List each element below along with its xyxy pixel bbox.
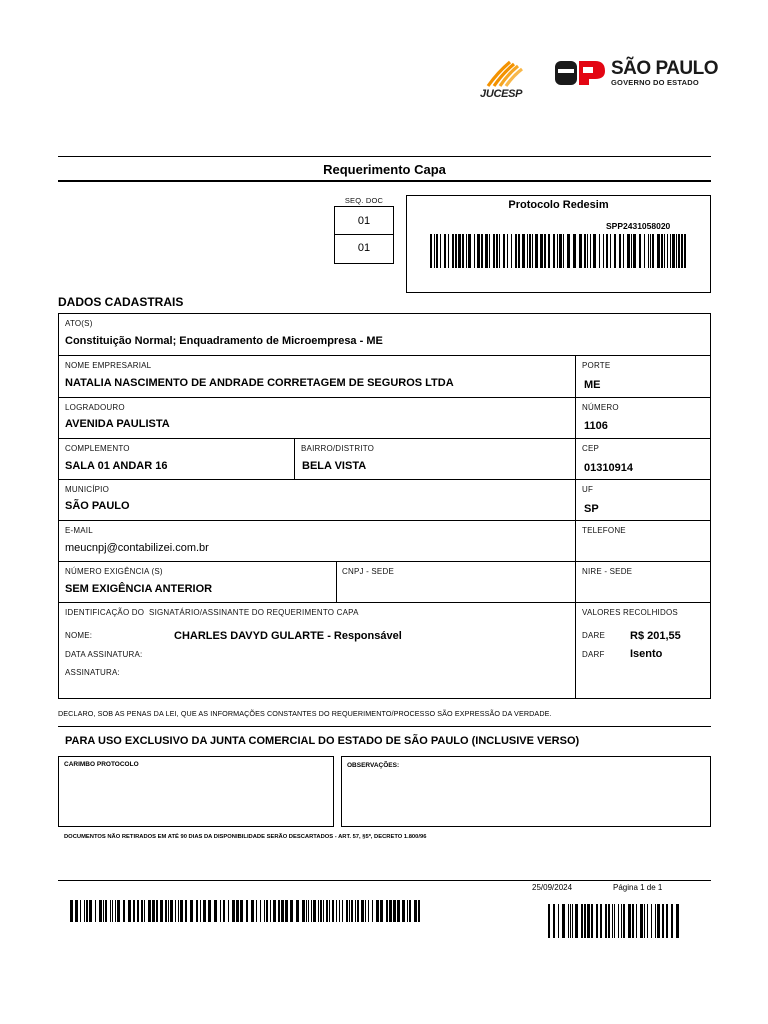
barcode-bar xyxy=(336,900,337,922)
barcode-bar xyxy=(608,904,610,938)
municipio-value: SÃO PAULO xyxy=(65,500,130,512)
barcode-bar xyxy=(386,900,388,922)
signatario-nome-label: NOME: xyxy=(65,631,93,640)
row-divider xyxy=(58,479,711,480)
cep-value: 01310914 xyxy=(584,462,633,474)
barcode-bar xyxy=(596,904,598,938)
barcode-bar xyxy=(278,900,280,922)
barcode-bar xyxy=(313,900,316,922)
dare-label: DARE xyxy=(582,631,606,640)
logradouro-value: AVENIDA PAULISTA xyxy=(65,418,170,430)
numero-value: 1106 xyxy=(584,420,608,432)
barcode-bar xyxy=(260,900,261,922)
barcode-bar xyxy=(507,234,508,268)
barcode-bar xyxy=(165,900,167,922)
barcode-bar xyxy=(455,234,457,268)
barcode-bar xyxy=(256,900,257,922)
sp-logo-title: SÃO PAULO xyxy=(611,58,719,79)
uf-label: UF xyxy=(582,485,594,494)
barcode-bar xyxy=(152,900,155,922)
barcode-bar xyxy=(666,904,668,938)
barcode-bar xyxy=(170,900,173,922)
barcode-bar xyxy=(563,234,564,268)
barcode-bar xyxy=(190,900,193,922)
section-title: DADOS CADASTRAIS xyxy=(58,295,184,309)
barcode-bar xyxy=(168,900,169,922)
municipio-label: MUNICÍPIO xyxy=(65,485,110,494)
barcode-bar xyxy=(628,904,631,938)
barcode-bar xyxy=(662,904,664,938)
barcode-bar xyxy=(593,234,596,268)
jucesp-logo-icon xyxy=(478,60,528,88)
barcode-bar xyxy=(648,234,649,268)
protocol-code: SPP2431058020 xyxy=(606,221,671,231)
barcode-bar xyxy=(562,904,565,938)
barcode-bar xyxy=(180,900,183,922)
atos-label: ATO(S) xyxy=(65,319,93,328)
barcode-bar xyxy=(430,234,432,268)
barcode-bar xyxy=(647,904,648,938)
barcode-bar xyxy=(95,900,96,922)
barcode-bar xyxy=(584,904,586,938)
barcode-bar xyxy=(148,900,151,922)
row-divider xyxy=(58,397,711,398)
barcode-bar xyxy=(393,900,396,922)
telefone-label: TELEFONE xyxy=(582,526,626,535)
barcode-bar xyxy=(99,900,102,922)
barcode-bar xyxy=(681,234,683,268)
protocol-title: Protocolo Redesim xyxy=(508,199,609,211)
barcode-bar xyxy=(196,900,198,922)
title-top-rule xyxy=(58,156,711,157)
barcode-bar xyxy=(240,900,243,922)
barcode-bar xyxy=(489,234,490,268)
jucesp-logo-text: JUCESP xyxy=(480,88,523,100)
barcode-bar xyxy=(346,900,348,922)
barcode-bar xyxy=(185,900,187,922)
signatario-label: IDENTIFICAÇÃO DO SIGNATÁRIO/ASSINANTE DO REQUERIMENTO CAPA xyxy=(65,608,359,617)
sp-logo-icon xyxy=(555,60,607,86)
barcode-bar xyxy=(548,904,550,938)
barcode-bar xyxy=(361,900,364,922)
cep-label: CEP xyxy=(582,444,600,453)
barcode-bar xyxy=(621,904,622,938)
barcode-bar xyxy=(133,900,135,922)
barcode-bar xyxy=(105,900,107,922)
row-divider xyxy=(58,561,711,562)
barcode-bar xyxy=(409,900,411,922)
barcode-bar xyxy=(440,234,441,268)
assinatura-label: ASSINATURA: xyxy=(65,668,120,677)
barcode-bar xyxy=(584,234,586,268)
barcode-bar xyxy=(567,234,570,268)
document-title: Requerimento Capa xyxy=(323,162,446,177)
barcode-bar xyxy=(368,900,369,922)
seq-doc-label: SEQ. DOC xyxy=(344,196,384,205)
barcode-bar xyxy=(670,234,671,268)
footer-page: Página 1 de 1 xyxy=(613,883,663,892)
row-divider xyxy=(58,355,711,356)
barcode-bar xyxy=(632,904,634,938)
barcode-bar xyxy=(587,234,588,268)
barcode-bar xyxy=(326,900,328,922)
barcode-bar xyxy=(223,900,225,922)
seq-doc-value-2: 01 xyxy=(357,242,371,254)
barcode-bar xyxy=(329,900,330,922)
barcode-bar xyxy=(452,234,454,268)
darf-label: DARF xyxy=(582,650,605,659)
barcode-bar xyxy=(572,904,573,938)
barcode-bar xyxy=(380,900,383,922)
barcode-bar xyxy=(178,900,179,922)
footer-date: 25/09/2024 xyxy=(532,883,573,892)
barcode-bar xyxy=(281,900,284,922)
footer-barcode-right-icon xyxy=(548,904,679,938)
barcode-bar xyxy=(678,234,680,268)
nire-sede-label: NIRE - SEDE xyxy=(582,567,633,576)
barcode-bar xyxy=(652,234,654,268)
uf-value: SP xyxy=(584,503,599,515)
email-label: E-MAIL xyxy=(65,526,93,535)
barcode-bar xyxy=(610,234,611,268)
barcode-bar xyxy=(623,904,625,938)
barcode-bar xyxy=(351,900,353,922)
barcode-bar xyxy=(232,900,235,922)
barcode-bar xyxy=(587,904,590,938)
barcode-bar xyxy=(103,900,104,922)
barcode-bar xyxy=(448,234,449,268)
barcode-bar xyxy=(137,900,139,922)
barcode-bar xyxy=(468,234,471,268)
barcode-bar xyxy=(558,904,559,938)
barcode-bar xyxy=(285,900,288,922)
barcode-bar xyxy=(618,904,619,938)
porte-label: PORTE xyxy=(582,361,611,370)
bairro-value: BELA VISTA xyxy=(302,460,367,472)
barcode-bar xyxy=(603,234,604,268)
protocol-barcode-icon xyxy=(430,234,688,268)
atos-value: Constituição Normal; Enquadramento de Microempresa - ME xyxy=(65,335,383,347)
numero-exigencia-value: SEM EXIGÊNCIA ANTERIOR xyxy=(65,583,213,595)
barcode-bar xyxy=(477,234,480,268)
declaracao-text: DECLARO, SOB AS PENAS DA LEI, QUE AS INFORMAÇÕES CONSTANTES DO REQUERIMENTO/PROCESSO SÃO EXPRESSÃO DA VERDADE. xyxy=(58,709,552,718)
barcode-bar xyxy=(633,234,636,268)
barcode-bar xyxy=(644,904,645,938)
barcode-bar xyxy=(75,900,78,922)
carimbo-protocolo-label: CARIMBO PROTOCOLO xyxy=(64,761,139,768)
barcode-bar xyxy=(436,234,438,268)
barcode-bar xyxy=(203,900,206,922)
barcode-bar xyxy=(320,900,322,922)
barcode-bar xyxy=(311,900,312,922)
barcode-bar xyxy=(264,900,265,922)
darf-value: Isento xyxy=(630,648,663,660)
barcode-bar xyxy=(591,904,593,938)
barcode-bar xyxy=(458,234,461,268)
barcode-bar xyxy=(568,904,569,938)
valores-label: VALORES RECOLHIDOS xyxy=(582,608,678,617)
barcode-bar xyxy=(251,900,254,922)
email-value: meucnpj@contabilizei.com.br xyxy=(65,542,209,554)
barcode-bar xyxy=(619,234,621,268)
barcode-bar xyxy=(308,900,309,922)
row-divider xyxy=(58,438,711,439)
barcode-bar xyxy=(270,900,271,922)
barcode-bar xyxy=(657,234,660,268)
barcode-bar xyxy=(599,234,600,268)
barcode-bar xyxy=(434,234,435,268)
barcode-bar xyxy=(605,904,607,938)
numero-exigencia-label: NÚMERO EXIGÊNCIA (S) xyxy=(65,567,163,576)
barcode-bar xyxy=(318,900,319,922)
uso-exclusivo-heading: PARA USO EXCLUSIVO DA JUNTA COMERCIAL DO ESTADO DE SÃO PAULO (INCLUSIVE VERSO) xyxy=(65,735,580,747)
barcode-bar xyxy=(553,904,555,938)
sp-government-logo xyxy=(555,58,719,90)
barcode-bar xyxy=(128,900,131,922)
barcode-bar xyxy=(208,900,211,922)
barcode-bar xyxy=(532,234,533,268)
complemento-value: SALA 01 ANDAR 16 xyxy=(65,460,168,472)
observacoes-label: OBSERVAÇÕES: xyxy=(347,762,400,769)
barcode-bar xyxy=(236,900,239,922)
data-assinatura-label: DATA ASSINATURA: xyxy=(65,650,143,659)
barcode-bar xyxy=(540,234,543,268)
barcode-bar xyxy=(273,900,276,922)
barcode-bar xyxy=(349,900,350,922)
barcode-bar xyxy=(672,234,675,268)
row-divider xyxy=(58,602,711,603)
barcode-bar xyxy=(418,900,420,922)
nome-empresarial-value: NATALIA NASCIMENTO DE ANDRADE CORRETAGEM DE SEGUROS LTDA xyxy=(65,377,454,389)
barcode-bar xyxy=(527,234,528,268)
barcode-bar xyxy=(636,904,637,938)
barcode-bar xyxy=(89,900,92,922)
declaracao-rule xyxy=(58,726,711,727)
barcode-bar xyxy=(112,900,113,922)
barcode-bar xyxy=(553,234,555,268)
barcode-bar xyxy=(70,900,73,922)
barcode-bar xyxy=(548,234,550,268)
barcode-bar xyxy=(522,234,525,268)
barcode-bar xyxy=(156,900,158,922)
barcode-bar xyxy=(80,900,81,922)
barcode-bar xyxy=(339,900,340,922)
barcode-bar xyxy=(493,234,495,268)
barcode-bar xyxy=(557,234,558,268)
barcode-bar xyxy=(355,900,356,922)
barcode-bar xyxy=(559,234,562,268)
barcode-bar xyxy=(544,234,546,268)
barcode-bar xyxy=(623,234,624,268)
barcode-bar xyxy=(365,900,366,922)
barcode-bar xyxy=(655,904,656,938)
barcode-bar xyxy=(200,900,201,922)
barcode-bar xyxy=(614,904,615,938)
barcode-bar xyxy=(485,234,488,268)
barcode-bar xyxy=(664,234,665,268)
barcode-bar xyxy=(290,900,293,922)
barcode-bar xyxy=(575,904,578,938)
barcode-bar xyxy=(323,900,324,922)
bairro-label: BAIRRO/DISTRITO xyxy=(301,444,375,453)
barcode-bar xyxy=(115,900,116,922)
barcode-bar xyxy=(640,904,643,938)
barcode-bar xyxy=(342,900,343,922)
barcode-bar xyxy=(481,234,483,268)
barcode-bar xyxy=(141,900,143,922)
barcode-bar xyxy=(496,234,498,268)
barcode-bar xyxy=(246,900,248,922)
row-divider xyxy=(58,520,711,521)
barcode-bar xyxy=(644,234,645,268)
barcode-bar xyxy=(266,900,268,922)
sp-logo-subtitle: GOVERNO DO ESTADO xyxy=(611,78,699,87)
barcode-bar xyxy=(414,900,417,922)
signatario-nome-value: CHARLES DAVYD GULARTE - Responsável xyxy=(174,630,402,642)
nome-empresarial-label: NOME EMPRESARIAL xyxy=(65,361,152,370)
barcode-bar xyxy=(220,900,221,922)
seq-doc-value-1: 01 xyxy=(357,215,371,227)
barcode-bar xyxy=(667,234,668,268)
barcode-bar xyxy=(676,234,677,268)
barcode-bar xyxy=(474,234,475,268)
column-divider xyxy=(336,561,337,602)
documentos-nota: DOCUMENTOS NÃO RETIRADOS EM ATÉ 90 DIAS DA DISPONIBILIDADE SERÃO DESCARTADOS - ART. 57, §5º, DECRETO 1.800/96 xyxy=(64,834,427,840)
barcode-bar xyxy=(612,904,613,938)
barcode-bar xyxy=(117,900,120,922)
barcode-bar xyxy=(397,900,400,922)
barcode-bar xyxy=(600,904,602,938)
barcode-bar xyxy=(529,234,531,268)
barcode-bar xyxy=(650,234,651,268)
jucesp-logo xyxy=(478,60,528,102)
barcode-bar xyxy=(84,900,85,922)
footer-rule xyxy=(58,880,711,881)
porte-value: ME xyxy=(584,379,601,391)
barcode-bar xyxy=(407,900,408,922)
complemento-label: COMPLEMENTO xyxy=(65,444,130,453)
barcode-bar xyxy=(627,234,630,268)
barcode-bar xyxy=(302,900,305,922)
barcode-bar xyxy=(661,234,663,268)
barcode-bar xyxy=(376,900,379,922)
numero-label: NÚMERO xyxy=(582,403,619,412)
column-divider xyxy=(575,355,576,699)
seq-doc-divider xyxy=(334,234,394,235)
column-divider xyxy=(294,438,295,479)
barcode-bar xyxy=(332,900,334,922)
barcode-bar xyxy=(515,234,517,268)
logradouro-label: LOGRADOURO xyxy=(65,403,125,412)
barcode-bar xyxy=(228,900,229,922)
title-bottom-rule xyxy=(58,180,711,182)
barcode-bar xyxy=(676,904,679,938)
barcode-bar xyxy=(86,900,88,922)
barcode-bar xyxy=(466,234,467,268)
barcode-bar xyxy=(214,900,217,922)
barcode-bar xyxy=(462,234,464,268)
barcode-bar xyxy=(639,234,641,268)
barcode-bar xyxy=(444,234,446,268)
barcode-bar xyxy=(123,900,125,922)
barcode-bar xyxy=(651,904,652,938)
barcode-bar xyxy=(657,904,660,938)
barcode-bar xyxy=(144,900,145,922)
barcode-bar xyxy=(110,900,111,922)
barcode-bar xyxy=(402,900,405,922)
barcode-bar xyxy=(631,234,632,268)
barcode-bar xyxy=(606,234,608,268)
barcode-bar xyxy=(389,900,392,922)
barcode-bar xyxy=(581,904,583,938)
barcode-bar xyxy=(535,234,538,268)
barcode-bar xyxy=(296,900,299,922)
barcode-bar xyxy=(590,234,591,268)
barcode-bar xyxy=(579,234,582,268)
barcode-bar xyxy=(175,900,176,922)
barcode-bar xyxy=(372,900,373,922)
barcode-bar xyxy=(357,900,359,922)
barcode-bar xyxy=(570,904,571,938)
barcode-bar xyxy=(160,900,163,922)
cnpj-sede-label: CNPJ - SEDE xyxy=(342,567,394,576)
barcode-bar xyxy=(503,234,505,268)
barcode-bar xyxy=(671,904,673,938)
barcode-bar xyxy=(573,234,576,268)
barcode-bar xyxy=(518,234,520,268)
barcode-bar xyxy=(684,234,686,268)
footer-barcode-left-icon xyxy=(70,900,423,922)
dare-value: R$ 201,55 xyxy=(630,630,681,642)
barcode-bar xyxy=(499,234,500,268)
barcode-bar xyxy=(511,234,512,268)
barcode-bar xyxy=(614,234,616,268)
barcode-bar xyxy=(306,900,307,922)
